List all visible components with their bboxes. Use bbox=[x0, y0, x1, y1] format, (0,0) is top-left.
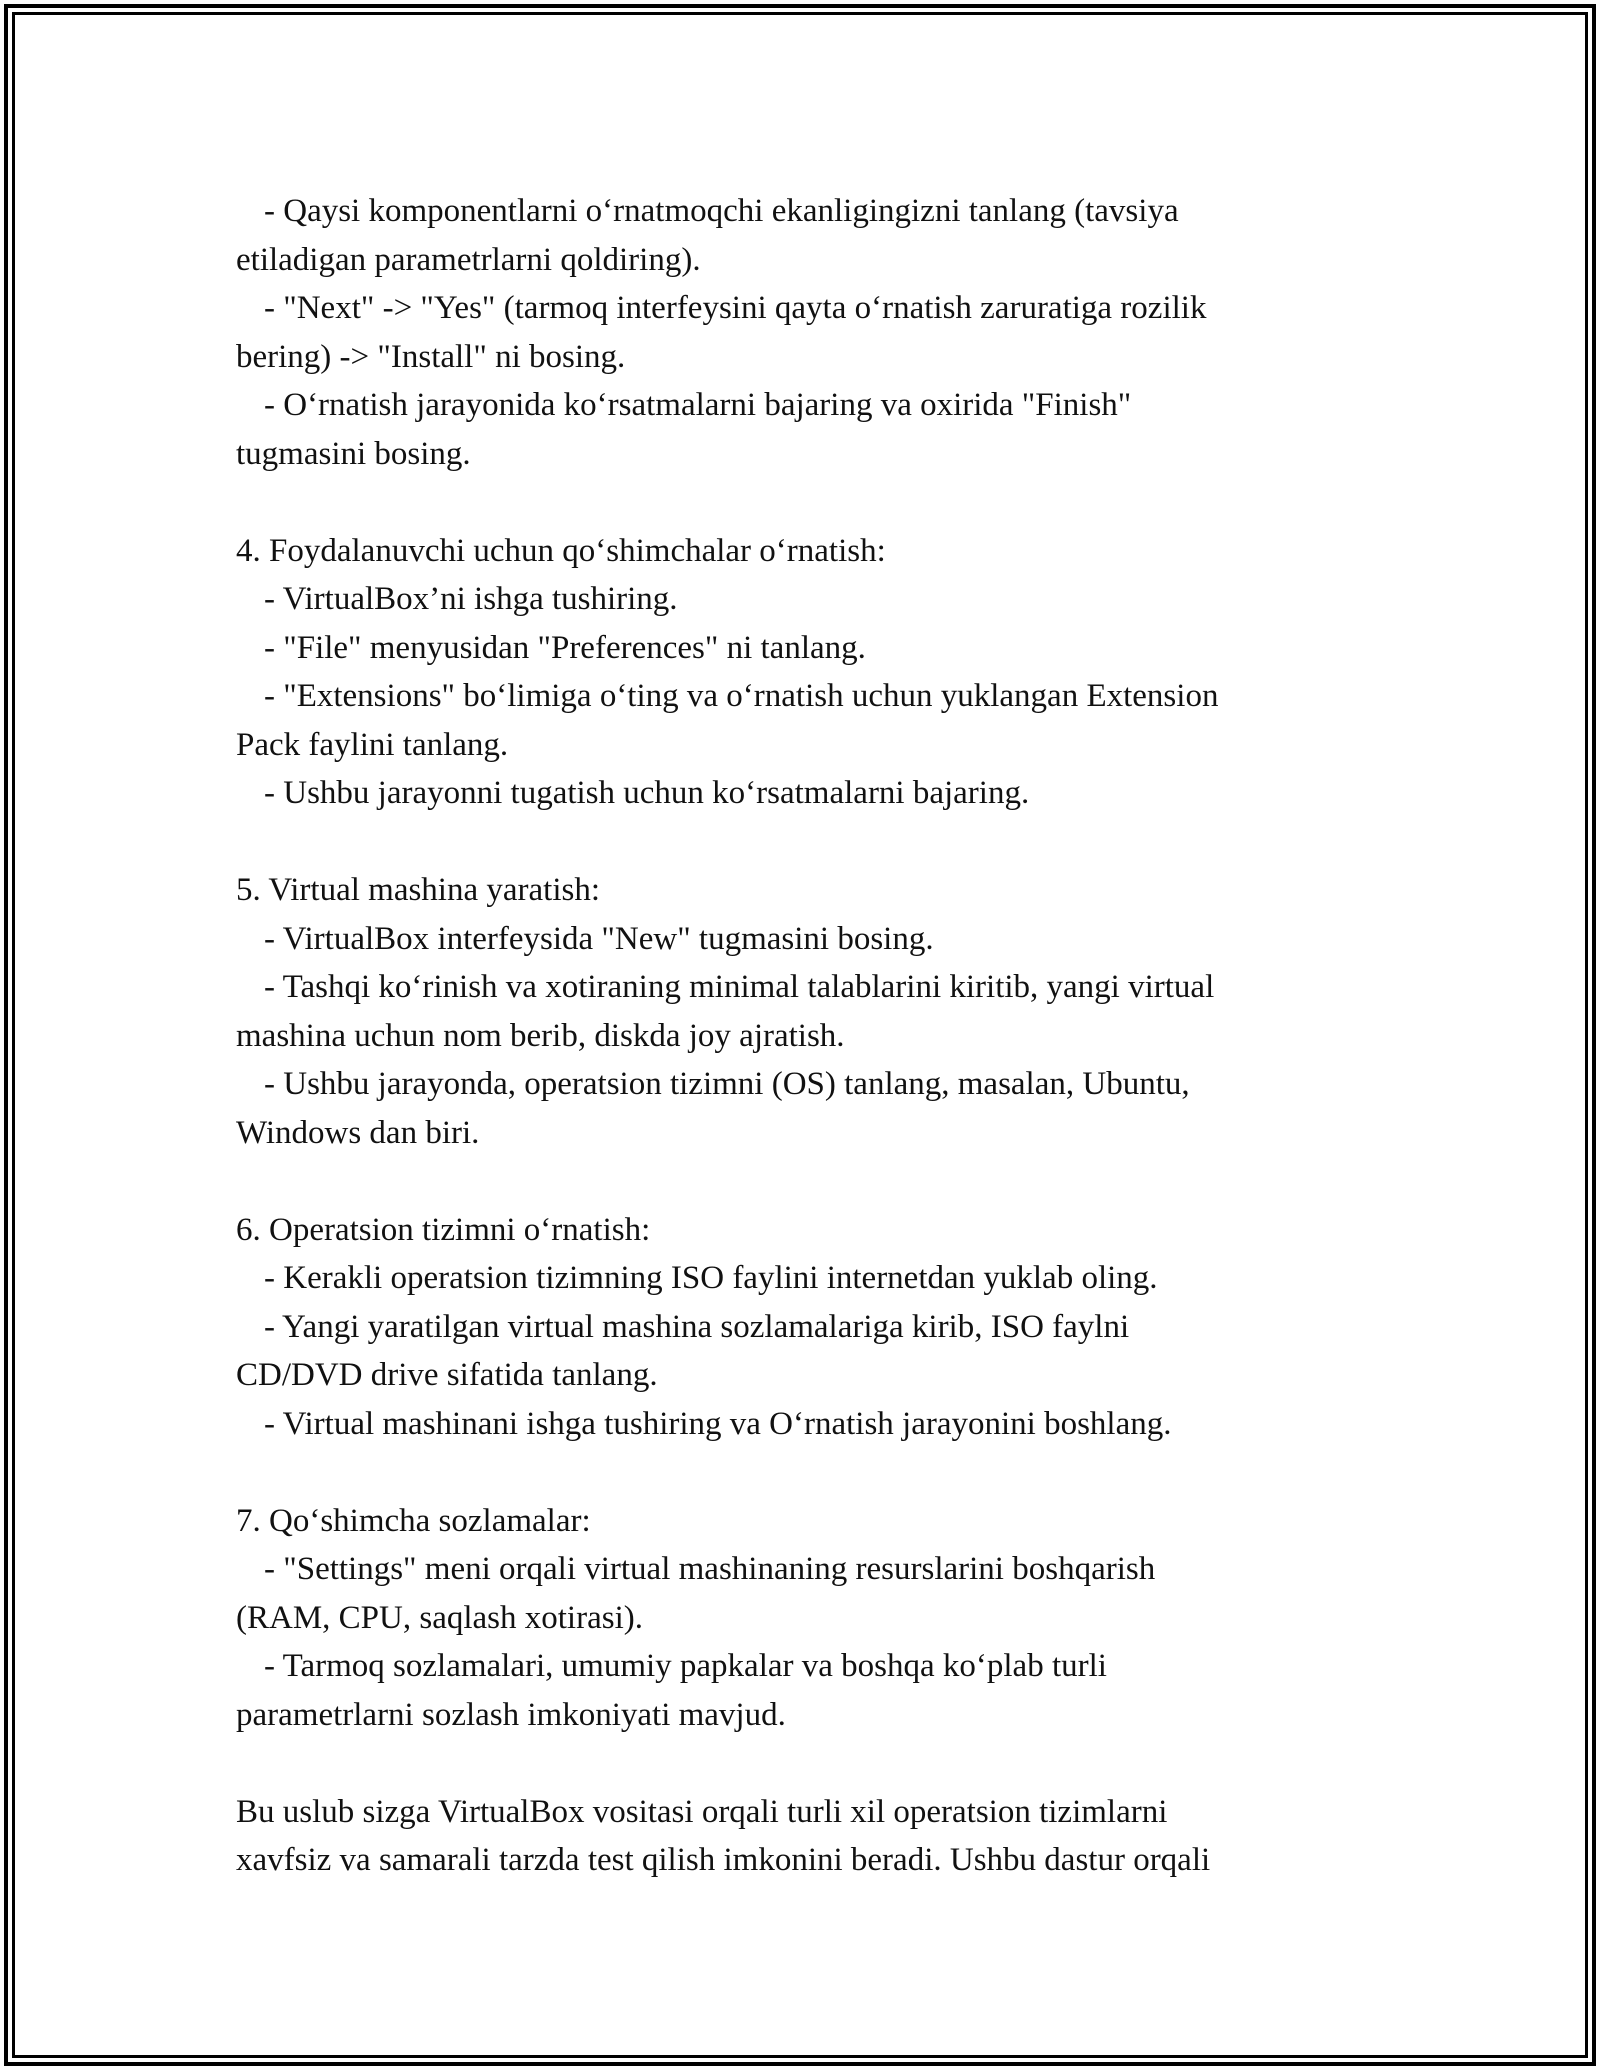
text-line: tugmasini bosing. bbox=[236, 435, 471, 472]
blank-line bbox=[236, 478, 1376, 527]
list-item-line: - "Settings" meni orqali virtual mashinaning resurslarini boshqarish bbox=[264, 1551, 1156, 1587]
list-item-line: - Ushbu jarayonni tugatish uchun ko‘rsatmalarni bajaring. bbox=[264, 775, 1030, 811]
text-line: mashina uchun nom berib, diskda joy ajratish. bbox=[236, 1017, 845, 1054]
text-line: parametrlarni sozlash imkoniyati mavjud. bbox=[236, 1696, 786, 1733]
text-line: xavfsiz va samarali tarzda test qilish imkonini beradi. Ushbu dastur orqali bbox=[236, 1842, 1211, 1878]
text-line: (RAM, CPU, saqlash xotirasi). bbox=[236, 1599, 643, 1636]
blank-line bbox=[236, 1157, 1376, 1206]
list-item-line: - O‘rnatish jarayonida ko‘rsatmalarni bajaring va oxirida "Finish" bbox=[264, 387, 1132, 423]
text-line: Bu uslub sizga VirtualBox vositasi orqali turli xil operatsion tizimlarni bbox=[236, 1793, 1168, 1830]
list-item-line: - Qaysi komponentlarni o‘rnatmoqchi ekanligingizni tanlang (tavsiya bbox=[264, 193, 1179, 229]
blank-line bbox=[236, 1448, 1376, 1497]
list-item-line: - "Extensions" bo‘limiga o‘ting va o‘rnatish uchun yuklangan Extension bbox=[264, 678, 1219, 714]
list-item-line: - Ushbu jarayonda, operatsion tizimni (OS) tanlang, masalan, Ubuntu, bbox=[264, 1066, 1190, 1102]
list-item-line: - Virtual mashinani ishga tushiring va O‘rnatish jarayonini boshlang. bbox=[264, 1405, 1172, 1442]
text-line: 4. Foydalanuvchi uchun qo‘shimchalar o‘rnatish: bbox=[236, 532, 886, 569]
text-line: Pack faylini tanlang. bbox=[236, 726, 509, 763]
list-item-line: - VirtualBox interfeysida "New" tugmasini bosing. bbox=[264, 920, 934, 957]
text-line: 5. Virtual mashina yaratish: bbox=[236, 872, 600, 908]
list-item-line: - "File" menyusidan "Preferences" ni tanlang. bbox=[264, 629, 866, 666]
list-item-line: - Yangi yaratilgan virtual mashina sozlamalariga kirib, ISO faylni bbox=[264, 1308, 1130, 1345]
list-item-line: - VirtualBox’ni ishga tushiring. bbox=[264, 581, 678, 617]
list-item-line: - "Next" -> "Yes" (tarmoq interfeysini qayta o‘rnatish zaruratiga rozilik bbox=[264, 290, 1207, 326]
text-line: 7. Qo‘shimcha sozlamalar: bbox=[236, 1502, 591, 1539]
blank-line bbox=[236, 818, 1376, 867]
text-line: 6. Operatsion tizimni o‘rnatish: bbox=[236, 1211, 651, 1248]
document-body bbox=[236, 187, 1376, 1885]
list-item-line: - Tarmoq sozlamalari, umumiy papkalar va boshqa ko‘plab turli bbox=[264, 1648, 1107, 1684]
text-line: Windows dan biri. bbox=[236, 1114, 480, 1151]
text-line: CD/DVD drive sifatida tanlang. bbox=[236, 1357, 658, 1393]
list-item-line: - Tashqi ko‘rinish va xotiraning minimal talablarini kiritib, yangi virtual bbox=[264, 969, 1215, 1005]
list-item-line: - Kerakli operatsion tizimning ISO faylini internetdan yuklab oling. bbox=[264, 1260, 1158, 1296]
text-line: bering) -> "Install" ni bosing. bbox=[236, 338, 626, 375]
blank-line bbox=[236, 1739, 1376, 1788]
text-line: etiladigan parametrlarni qoldiring). bbox=[236, 241, 701, 278]
